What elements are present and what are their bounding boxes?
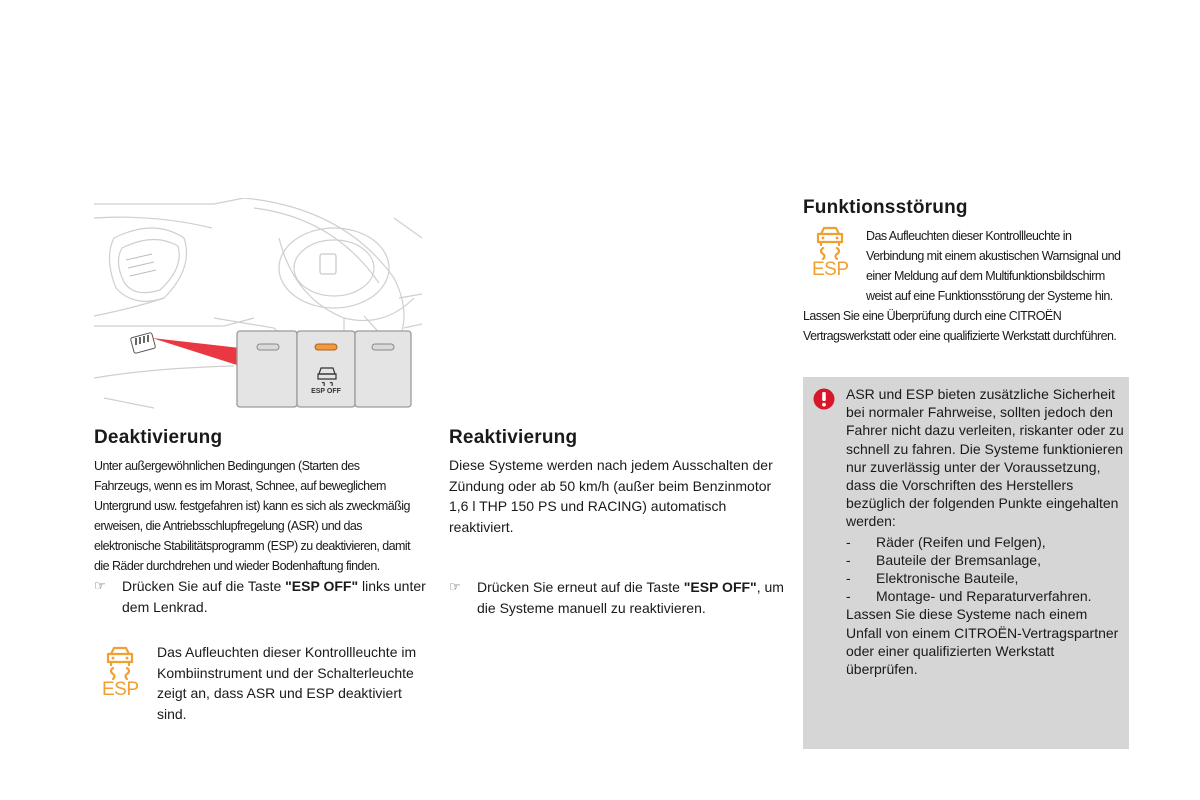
- magnified-buttons: [237, 331, 411, 407]
- esp-off-key-name: "ESP OFF": [683, 579, 757, 595]
- warning-box: [803, 377, 1129, 749]
- text-line: Untergrund usw. festgefahren ist) kann es sich als zweckmäßig: [94, 499, 410, 513]
- list-item: - Montage- und Reparaturverfahren.: [846, 588, 1092, 605]
- reaktivierung-text: Diese Systeme werden nach jedem Ausschalten der Zündung oder ab 50 km/h (außer beim Benzinmotor 1,6 l THP 150 PS und RACING) automatisch reaktiviert.: [449, 457, 773, 535]
- warning-text: [846, 385, 1124, 678]
- text-line: elektronische Stabilitätsprogramm (ESP) zu deaktivieren, damit: [94, 539, 411, 553]
- text-line: Fahrzeugs, wenn es im Morast, Schnee, auf beweglichem: [94, 479, 386, 493]
- dashboard-drawing: [94, 198, 422, 416]
- text-line: weist auf eine Funktionsstörung der Systeme hin.: [866, 289, 1113, 303]
- funktionsstoerung-icon-text: [866, 226, 1136, 306]
- esp-icon-label: ESP: [102, 679, 139, 700]
- list-item: - Bauteile der Bremsanlage,: [846, 551, 1041, 568]
- heading-funktionsstoerung: Funktionsstörung: [803, 197, 968, 218]
- text-line: Vertragswerkstatt oder eine qualifizierte Werkstatt durchführen.: [803, 329, 1117, 343]
- esp-icon-label: ESP: [812, 259, 849, 280]
- heading-reaktivierung: Reaktivierung: [449, 427, 578, 448]
- esp-off-key-name: "ESP OFF": [285, 578, 359, 594]
- heading-deaktivierung: Deaktivierung: [94, 427, 223, 448]
- deaktivierung-icon-note: Das Aufleuchten dieser Kontrollleuchte im Kombiinstrument und der Schalterleuchte zeigt an, dass ASR und ESP deaktiviert sind.: [157, 644, 417, 722]
- warning-outro: Lassen Sie diese Systeme nach einem Unfall von einem CITROËN-Vertragspartner oder einer qualifizierten Werkstatt überprüfen.: [846, 606, 1119, 678]
- dashboard-illustration: [94, 198, 422, 416]
- pointing-hand-icon: ☞: [449, 579, 461, 594]
- deaktivierung-bullet: ☞ Drücken Sie auf die Taste "ESP OFF" links unter dem Lenkrad.: [94, 578, 426, 615]
- text-line: Verbindung mit einem akustischen Warnsignal und: [866, 249, 1121, 263]
- funktionsstoerung-text: [803, 306, 1143, 346]
- list-item: - Elektronische Bauteile,: [846, 570, 1019, 587]
- text-line: einer Meldung auf dem Multifunktionsbildschirm: [866, 269, 1105, 283]
- warning-intro: ASR und ESP bieten zusätzliche Sicherheit bei normaler Fahrweise, sollten jedoch den Fahrer nicht dazu verleiten, riskanter oder zu schnell zu fahren. Die Systeme funktionieren nur zuverlässig unter der Voraussetzung, dass die Vorschriften des Herstellers bezüglich der folgenden Punkte eingehalten werden:: [846, 386, 1124, 530]
- deaktivierung-text: [94, 456, 424, 576]
- warning-exclamation-icon: [813, 388, 835, 415]
- list-item: - Räder (Reifen und Felgen),: [846, 533, 1046, 550]
- text-line: die Räder durchdrehen und wieder Bodenhaftung finden.: [94, 559, 380, 573]
- reaktivierung-bullet: ☞ Drücken Sie erneut auf die Taste "ESP OFF", um die Systeme manuell zu reaktivieren.: [449, 579, 784, 616]
- text-line: erweisen, die Antriebsschlupfregelung (ASR) und das: [94, 519, 362, 533]
- text-line: Unter außergewöhnlichen Bedingungen (Starten des: [94, 459, 360, 473]
- text-line: Lassen Sie eine Überprüfung durch eine CITROËN: [803, 309, 1062, 323]
- esp-off-button-label: ESP OFF: [311, 388, 341, 395]
- text-line: Das Aufleuchten dieser Kontrollleuchte in: [866, 229, 1072, 243]
- pointing-hand-icon: ☞: [94, 578, 106, 593]
